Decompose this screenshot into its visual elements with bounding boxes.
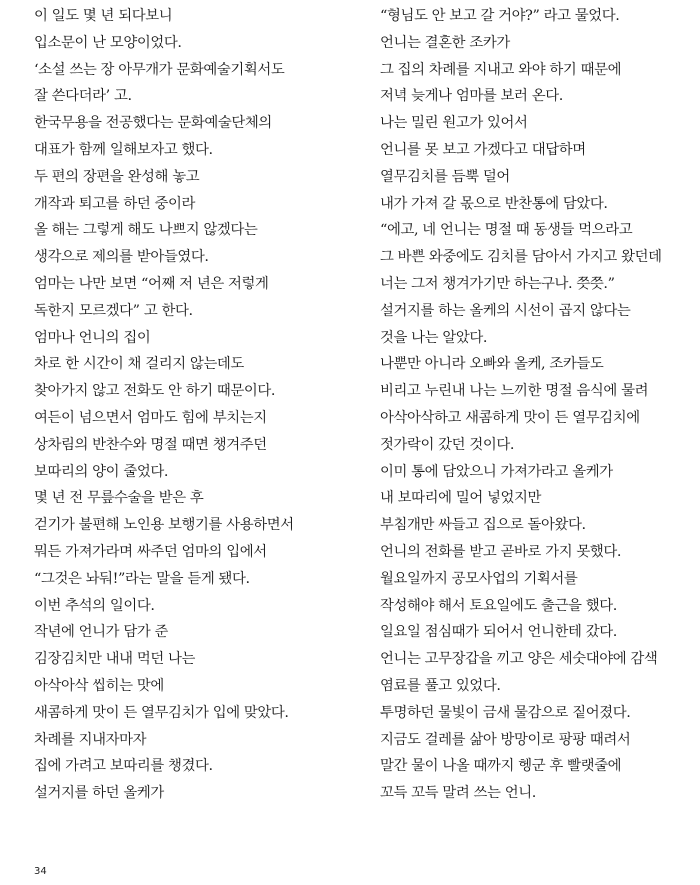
text-line: 비리고 누린내 나는 느끼한 명절 음식에 물려 — [380, 383, 649, 400]
text-line: 김장김치만 내내 먹던 나는 — [34, 651, 196, 668]
text-line: 걷기가 불편해 노인용 보행기를 사용하면서 — [34, 517, 294, 534]
text-line: 지금도 걸레를 삶아 방망이로 팡팡 때려서 — [380, 731, 631, 748]
text-line: 보따리의 양이 줄었다. — [34, 463, 169, 480]
text-line: 찾아가지 않고 전화도 안 하기 때문이다. — [34, 383, 276, 400]
text-line: 부침개만 싸들고 집으로 돌아왔다. — [380, 517, 586, 534]
text-line: 아삭아삭 씹히는 맛에 — [34, 677, 164, 694]
text-line: 것을 나는 알았다. — [380, 329, 488, 346]
text-line: 두 편의 장편을 완성해 놓고 — [34, 168, 200, 185]
text-line: 너는 그저 챙겨가기만 하는구나. 쯧쯧.” — [380, 275, 615, 292]
text-line: 이번 추석의 일이다. — [34, 597, 155, 614]
text-line: “그것은 놔둬!”라는 말을 듣게 됐다. — [34, 570, 250, 587]
text-line: 엄마나 언니의 집이 — [34, 329, 151, 346]
text-line: 몇 년 전 무릎수술을 받은 후 — [34, 490, 204, 507]
text-line: 언니를 못 보고 가겠다고 대답하며 — [380, 141, 586, 158]
right-text-column — [380, 3, 700, 807]
text-line: 올 해는 그렇게 해도 나쁘지 않겠다는 — [34, 222, 258, 239]
text-line: 언니는 결혼한 조카가 — [380, 34, 510, 51]
page-number: 34 — [34, 866, 47, 877]
text-line: 설거지를 하던 올케가 — [34, 785, 164, 802]
text-line: 나뿐만 아니라 오빠와 올케, 조카들도 — [380, 356, 604, 373]
text-line: 작성해야 해서 토요일에도 출근을 했다. — [380, 597, 617, 614]
text-line: “형님도 안 보고 갈 거야?” 라고 물었다. — [380, 8, 620, 24]
text-line: 생각으로 제의를 받아들였다. — [34, 249, 209, 266]
text-line: 뭐든 가져가라며 싸주던 엄마의 입에서 — [34, 543, 267, 560]
text-line: 투명하던 물빛이 금새 물감으로 짙어졌다. — [380, 704, 631, 721]
text-line: 독한지 모르겠다” 고 한다. — [34, 302, 193, 319]
text-line: 젓가락이 갔던 것이다. — [380, 436, 515, 453]
text-line: 작년에 언니가 담가 준 — [34, 624, 169, 641]
text-line: 내 보따리에 밀어 넣었지만 — [380, 490, 542, 507]
text-line: 차로 한 시간이 채 걸리지 않는데도 — [34, 356, 244, 373]
text-line: 차례를 지내자마자 — [34, 731, 147, 748]
text-line: 염료를 풀고 있었다. — [380, 677, 501, 694]
text-line: ‘소설 쓰는 장 아무개가 문화예술기획서도 — [34, 61, 285, 78]
text-line: 개작과 퇴고를 하던 중이라 — [34, 195, 196, 212]
text-line: 상차림의 반찬수와 명절 때면 챙겨주던 — [34, 436, 267, 453]
text-line: 저녁 늦게나 엄마를 보러 온다. — [380, 88, 563, 105]
text-line: 말간 물이 나올 때까지 헹군 후 빨랫줄에 — [380, 758, 622, 775]
text-line: 일요일 점심때가 되어서 언니한테 갔다. — [380, 624, 617, 641]
text-line: 이 일도 몇 년 되다보니 — [34, 8, 173, 24]
text-line: 그 집의 차례를 지내고 와야 하기 때문에 — [380, 61, 622, 78]
text-line: 꼬득 꼬득 말려 쓰는 언니. — [380, 785, 536, 802]
text-line: 내가 가져 갈 몫으로 반찬통에 담았다. — [380, 195, 608, 212]
text-line: 열무김치를 듬뿍 덜어 — [380, 168, 510, 185]
text-line: 나는 밀린 원고가 있어서 — [380, 115, 528, 132]
text-line: 그 바쁜 와중에도 김치를 담아서 가지고 왔던데 — [380, 249, 662, 266]
text-line: 엄마는 나만 보면 “어째 저 년은 저렇게 — [34, 275, 269, 292]
left-text-column — [34, 3, 354, 807]
text-line: 이미 통에 담았으니 가져가라고 올케가 — [380, 463, 613, 480]
text-line: 언니는 고무장갑을 끼고 양은 세숫대야에 감색 — [380, 651, 658, 668]
text-line: 잘 쓴다더라’ 고. — [34, 88, 132, 105]
text-line: 대표가 함께 일해보자고 했다. — [34, 141, 213, 158]
text-line: 아삭아삭하고 새콤하게 맛이 든 열무김치에 — [380, 409, 640, 426]
text-line: 설거지를 하는 올케의 시선이 곱지 않다는 — [380, 302, 631, 319]
text-line: 월요일까지 공모사업의 기획서를 — [380, 570, 578, 587]
text-line: 입소문이 난 모양이었다. — [34, 34, 182, 51]
text-line: 언니의 전화를 받고 곧바로 가지 못했다. — [380, 543, 622, 560]
text-line: 여든이 넘으면서 엄마도 힘에 부치는지 — [34, 409, 267, 426]
text-line: 새콤하게 맛이 든 열무김치가 입에 맞았다. — [34, 704, 289, 721]
text-line: “에고, 네 언니는 명절 때 동생들 먹으라고 — [380, 222, 633, 239]
text-line: 집에 가려고 보따리를 챙겼다. — [34, 758, 213, 775]
text-line: 한국무용을 전공했다는 문화예술단체의 — [34, 115, 272, 132]
